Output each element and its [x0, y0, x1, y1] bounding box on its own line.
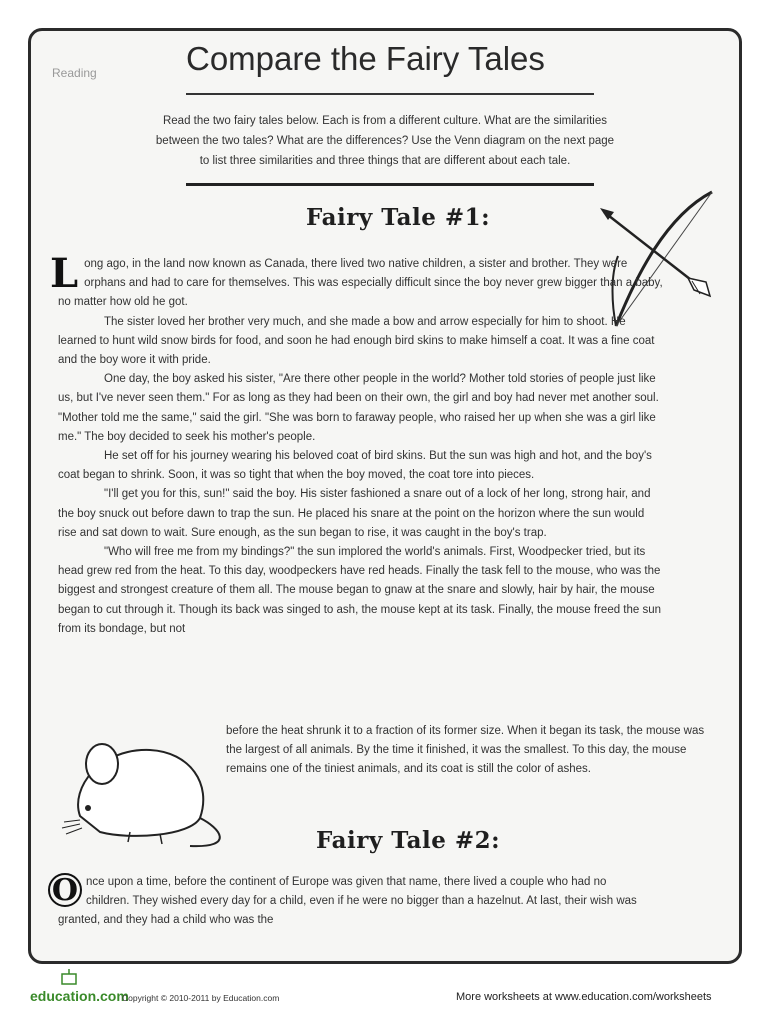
instructions-line: to list three similarities and three things that are different about each tale. [199, 155, 571, 167]
instructions-line: Read the two fairy tales below. Each is from a different culture. What are the similarities [162, 115, 607, 127]
tale2-text [51, 873, 638, 931]
tale2-dropcap: O [48, 873, 82, 907]
tale2-paragraph: nce upon a time, before the continent of Europe was given that name, there lived a couple who had no children. They wished every day for a child, even if he were no bigger than a hazelnut. At last, their wish was granted, and they had a child who was the [58, 876, 637, 927]
education-logo[interactable]: education.com [30, 988, 129, 1004]
tale1-paragraph: "Who will free me from my bindings?" the sun implored the world's animals. First, Woodpecker tried, but its head grew red from the heat. To this day, woodpeckers have red heads. Finally the task fell to the mouse, who was the biggest and strongest creature of them all. The mouse began to gnaw at the snare and slowly, hair by hair, the mouse began to cut through it. Though its back was singed to ash, the mouse kept at its task. Finally, the mouse freed the sun from its bondage, but not [58, 546, 662, 635]
copyright-text: Copyright © 2010-2011 by Education.com [122, 993, 280, 1003]
tale1-paragraph: "I'll get you for this, sun!" said the boy. His sister fashioned a snare out of a lock of her long, strong hair, and the boy snuck out before dawn to trap the sun. He placed his snare at the point on the horizon where the sun would rise and sat down to wait. Sure enough, as the sun began to rise, it was caught in the boy's trap. [58, 488, 651, 539]
intro-divider [186, 183, 594, 186]
subject-label: Reading [52, 66, 97, 80]
more-worksheets-link[interactable]: More worksheets at www.education.com/worksheets [456, 991, 712, 1003]
tale1-paragraph: before the heat shrunk it to a fraction of its former size. When it began its task, the mouse was the largest of all animals. By the time it finished, it was the smallest. To this day, the mouse remains one of the tiniest animals, and its coat is still the color of ashes. [226, 725, 705, 776]
tale1-dropcap: L [50, 250, 79, 297]
tale2-heading: Fairy Tale #2: [316, 827, 501, 854]
page-title: Compare the Fairy Tales [186, 40, 545, 77]
instructions-line: between the two tales? What are the differences? Use the Venn diagram on the next page [155, 135, 615, 147]
tale1-paragraph: One day, the boy asked his sister, "Are there other people in the world? Mother told stories of people just like us, but I've never seen them." For as long as they had been on their own, the girl and boy had never met another soul. "Mother told me the same," said the girl. "She was born to faraway people, who raised her up when she was a girl like me." The boy decided to seek his mother's people. [58, 373, 659, 443]
instructions [90, 111, 680, 171]
tale1-heading: Fairy Tale #1: [306, 204, 491, 231]
tale1-paragraph: ong ago, in the land now known as Canada, there lived two native children, a sister and brother. They were orphans and had to care for themselves. This was especially difficult since the boy never grew bigger than a baby, no matter how old he got. [58, 258, 663, 309]
tale1-text [50, 250, 664, 639]
tale1-paragraph: The sister loved her brother very much, and she made a bow and arrow especially for him to shoot. He learned to hunt wild snow birds for food, and soon he had enough bird skins to make himself a coat. It was a fine coat and the boy wore it with pride. [58, 315, 655, 367]
mouse-illustration [40, 728, 230, 848]
tale1-paragraph: He set off for his journey wearing his beloved coat of bird skins. But the sun was high and hot, and the boy's coat began to shrink. Soon, it was so tight that when the boy moved, the coat tore into pieces. [58, 450, 652, 482]
tale1-text-continued [226, 722, 706, 780]
title-divider [186, 93, 594, 95]
education-logo-icon [60, 968, 78, 986]
